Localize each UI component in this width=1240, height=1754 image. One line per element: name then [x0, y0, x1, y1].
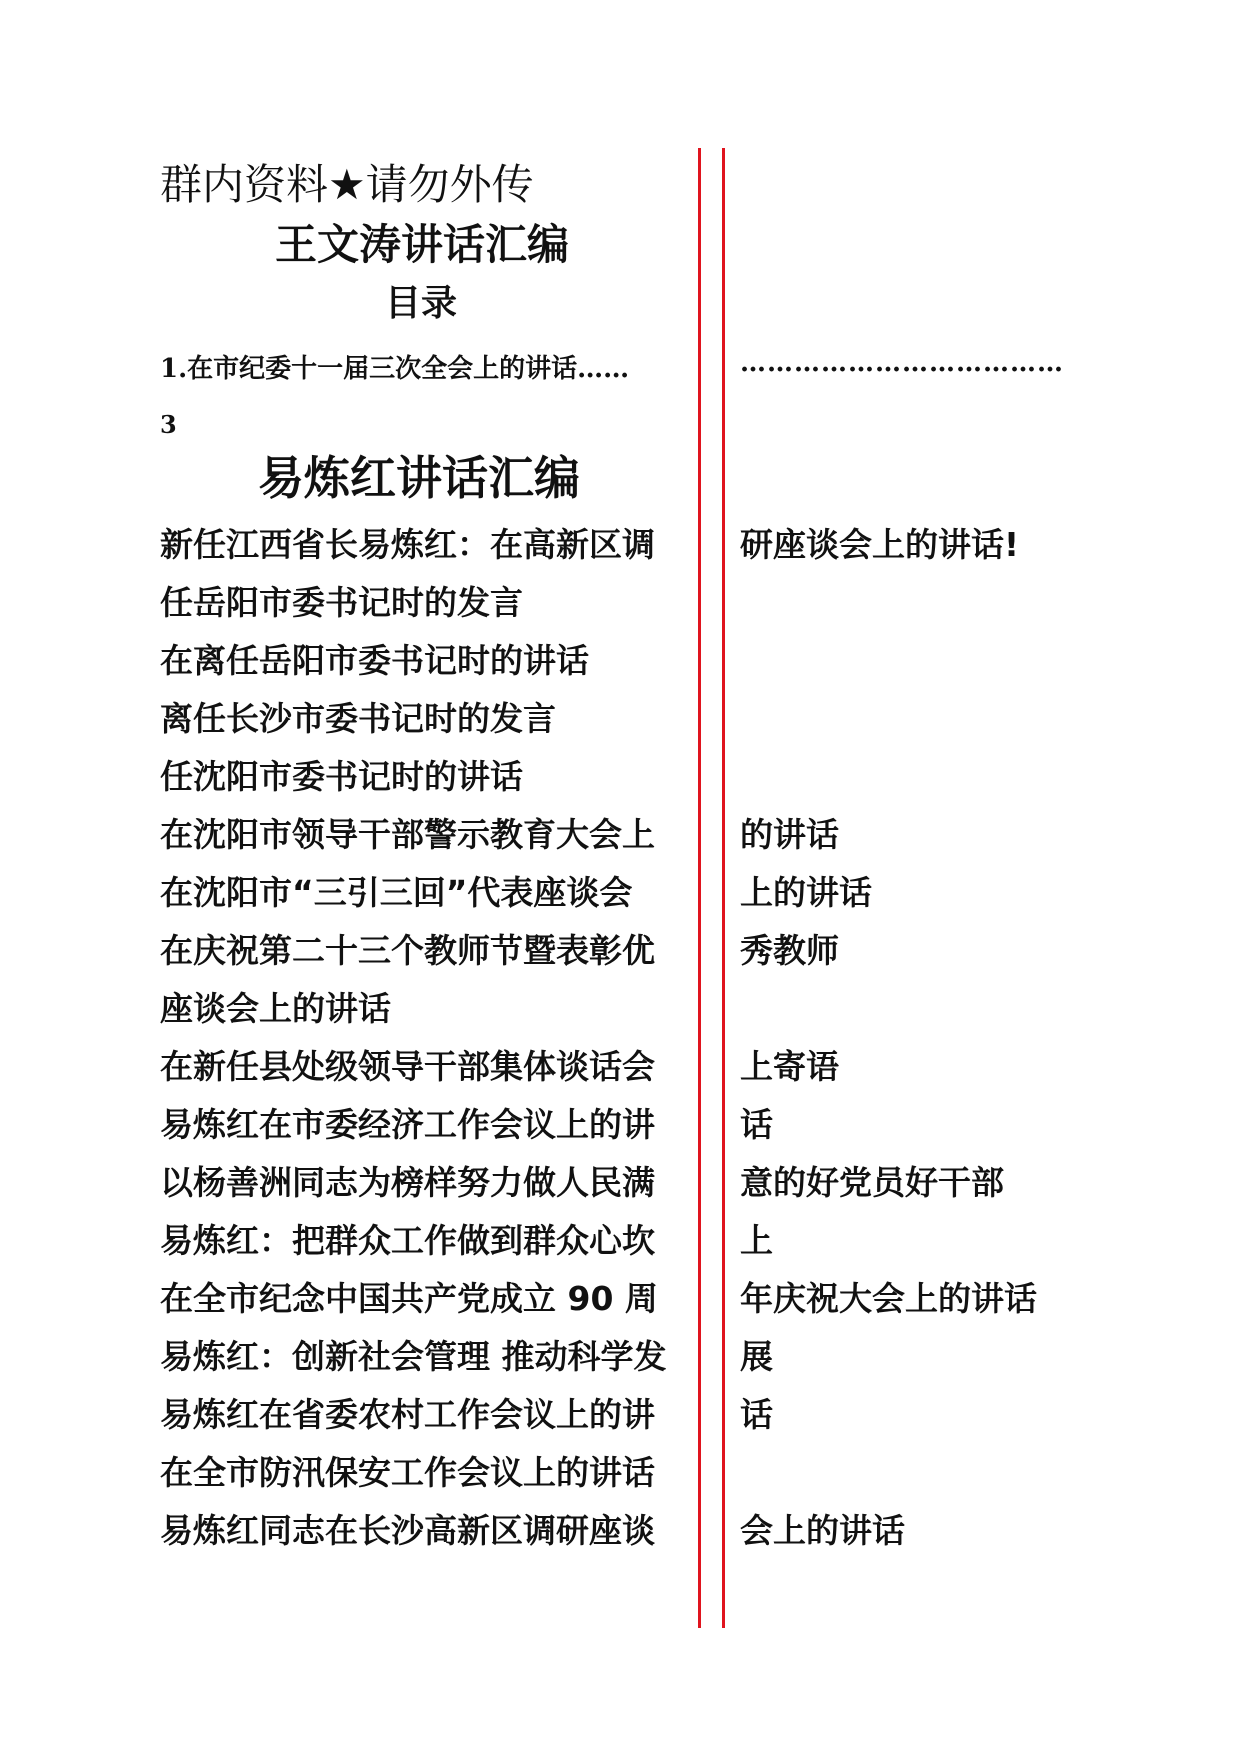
item-left-text: 易炼红：把群众工作做到群众心坎 — [160, 1221, 655, 1260]
list-item[interactable] — [0, 867, 1240, 925]
list-item[interactable] — [0, 1041, 1240, 1099]
toc-entry-leader-dots: ……………………………… — [740, 348, 1064, 378]
item-right-text: 话 — [740, 1105, 773, 1144]
list-item[interactable] — [0, 635, 1240, 693]
item-right-text: 话 — [740, 1395, 773, 1434]
item-left-text: 在离任岳阳市委书记时的讲话 — [160, 641, 589, 680]
item-left-text: 任岳阳市委书记时的发言 — [160, 583, 523, 622]
list-item[interactable] — [0, 925, 1240, 983]
item-left-text: 易炼红在省委农村工作会议上的讲 — [160, 1395, 655, 1434]
list-item[interactable] — [0, 1215, 1240, 1273]
section-title-wang: 王文涛讲话汇编 — [275, 220, 570, 269]
item-right-text: 年庆祝大会上的讲话 — [740, 1279, 1037, 1318]
toc-title: 目录 — [385, 283, 458, 324]
item-left-text: 任沈阳市委书记时的讲话 — [160, 757, 523, 796]
item-right-text: 秀教师 — [740, 931, 839, 970]
item-right-text: 展 — [740, 1337, 773, 1376]
list-item[interactable] — [0, 519, 1240, 577]
item-left-text: 在新任县处级领导干部集体谈话会 — [160, 1047, 655, 1086]
header-notice: 群内资料★请勿外传 — [160, 160, 534, 209]
item-right-text: 上的讲话 — [740, 873, 872, 912]
item-left-text: 易炼红：创新社会管理 推动科学发 — [160, 1337, 667, 1376]
list-item[interactable] — [0, 1505, 1240, 1563]
list-item[interactable] — [0, 751, 1240, 809]
item-right-text: 研座谈会上的讲话! — [740, 525, 1020, 564]
list-item[interactable] — [0, 1157, 1240, 1215]
item-left-text: 以杨善洲同志为榜样努力做人民满 — [160, 1163, 655, 1202]
item-left-text: 易炼红同志在长沙高新区调研座谈 — [160, 1511, 655, 1550]
list-item[interactable] — [0, 693, 1240, 751]
item-left-text: 易炼红在市委经济工作会议上的讲 — [160, 1105, 655, 1144]
item-left-text: 在全市防汛保安工作会议上的讲话 — [160, 1453, 655, 1492]
section-title-yi: 易炼红讲话汇编 — [258, 451, 580, 505]
list-item[interactable] — [0, 1447, 1240, 1505]
list-item[interactable] — [0, 1099, 1240, 1157]
item-right-text: 上寄语 — [740, 1047, 839, 1086]
item-left-text: 新任江西省长易炼红：在高新区调 — [160, 525, 655, 564]
item-right-text: 会上的讲话 — [740, 1511, 905, 1550]
item-left-text: 在沈阳市领导干部警示教育大会上 — [160, 815, 655, 854]
list-item[interactable] — [0, 1389, 1240, 1447]
item-left-text: 在庆祝第二十三个教师节暨表彰优 — [160, 931, 655, 970]
list-item[interactable] — [0, 983, 1240, 1041]
item-left-text: 座谈会上的讲话 — [160, 989, 391, 1028]
item-left-text: 在沈阳市“三引三回”代表座谈会 — [160, 873, 633, 912]
list-item[interactable] — [0, 1273, 1240, 1331]
list-item[interactable] — [0, 577, 1240, 635]
item-left-text: 在全市纪念中国共产党成立 90 周 — [160, 1279, 658, 1318]
toc-entry-text[interactable]: 1.在市纪委十一届三次全会上的讲话…… — [160, 354, 630, 384]
item-left-text: 离任长沙市委书记时的发言 — [160, 699, 556, 738]
item-right-text: 意的好党员好干部 — [740, 1163, 1004, 1202]
item-right-text: 上 — [740, 1221, 773, 1260]
item-right-text: 的讲话 — [740, 815, 839, 854]
list-item[interactable] — [0, 1331, 1240, 1389]
list-item[interactable] — [0, 809, 1240, 867]
toc-entry-page-number: 3 — [160, 410, 177, 439]
